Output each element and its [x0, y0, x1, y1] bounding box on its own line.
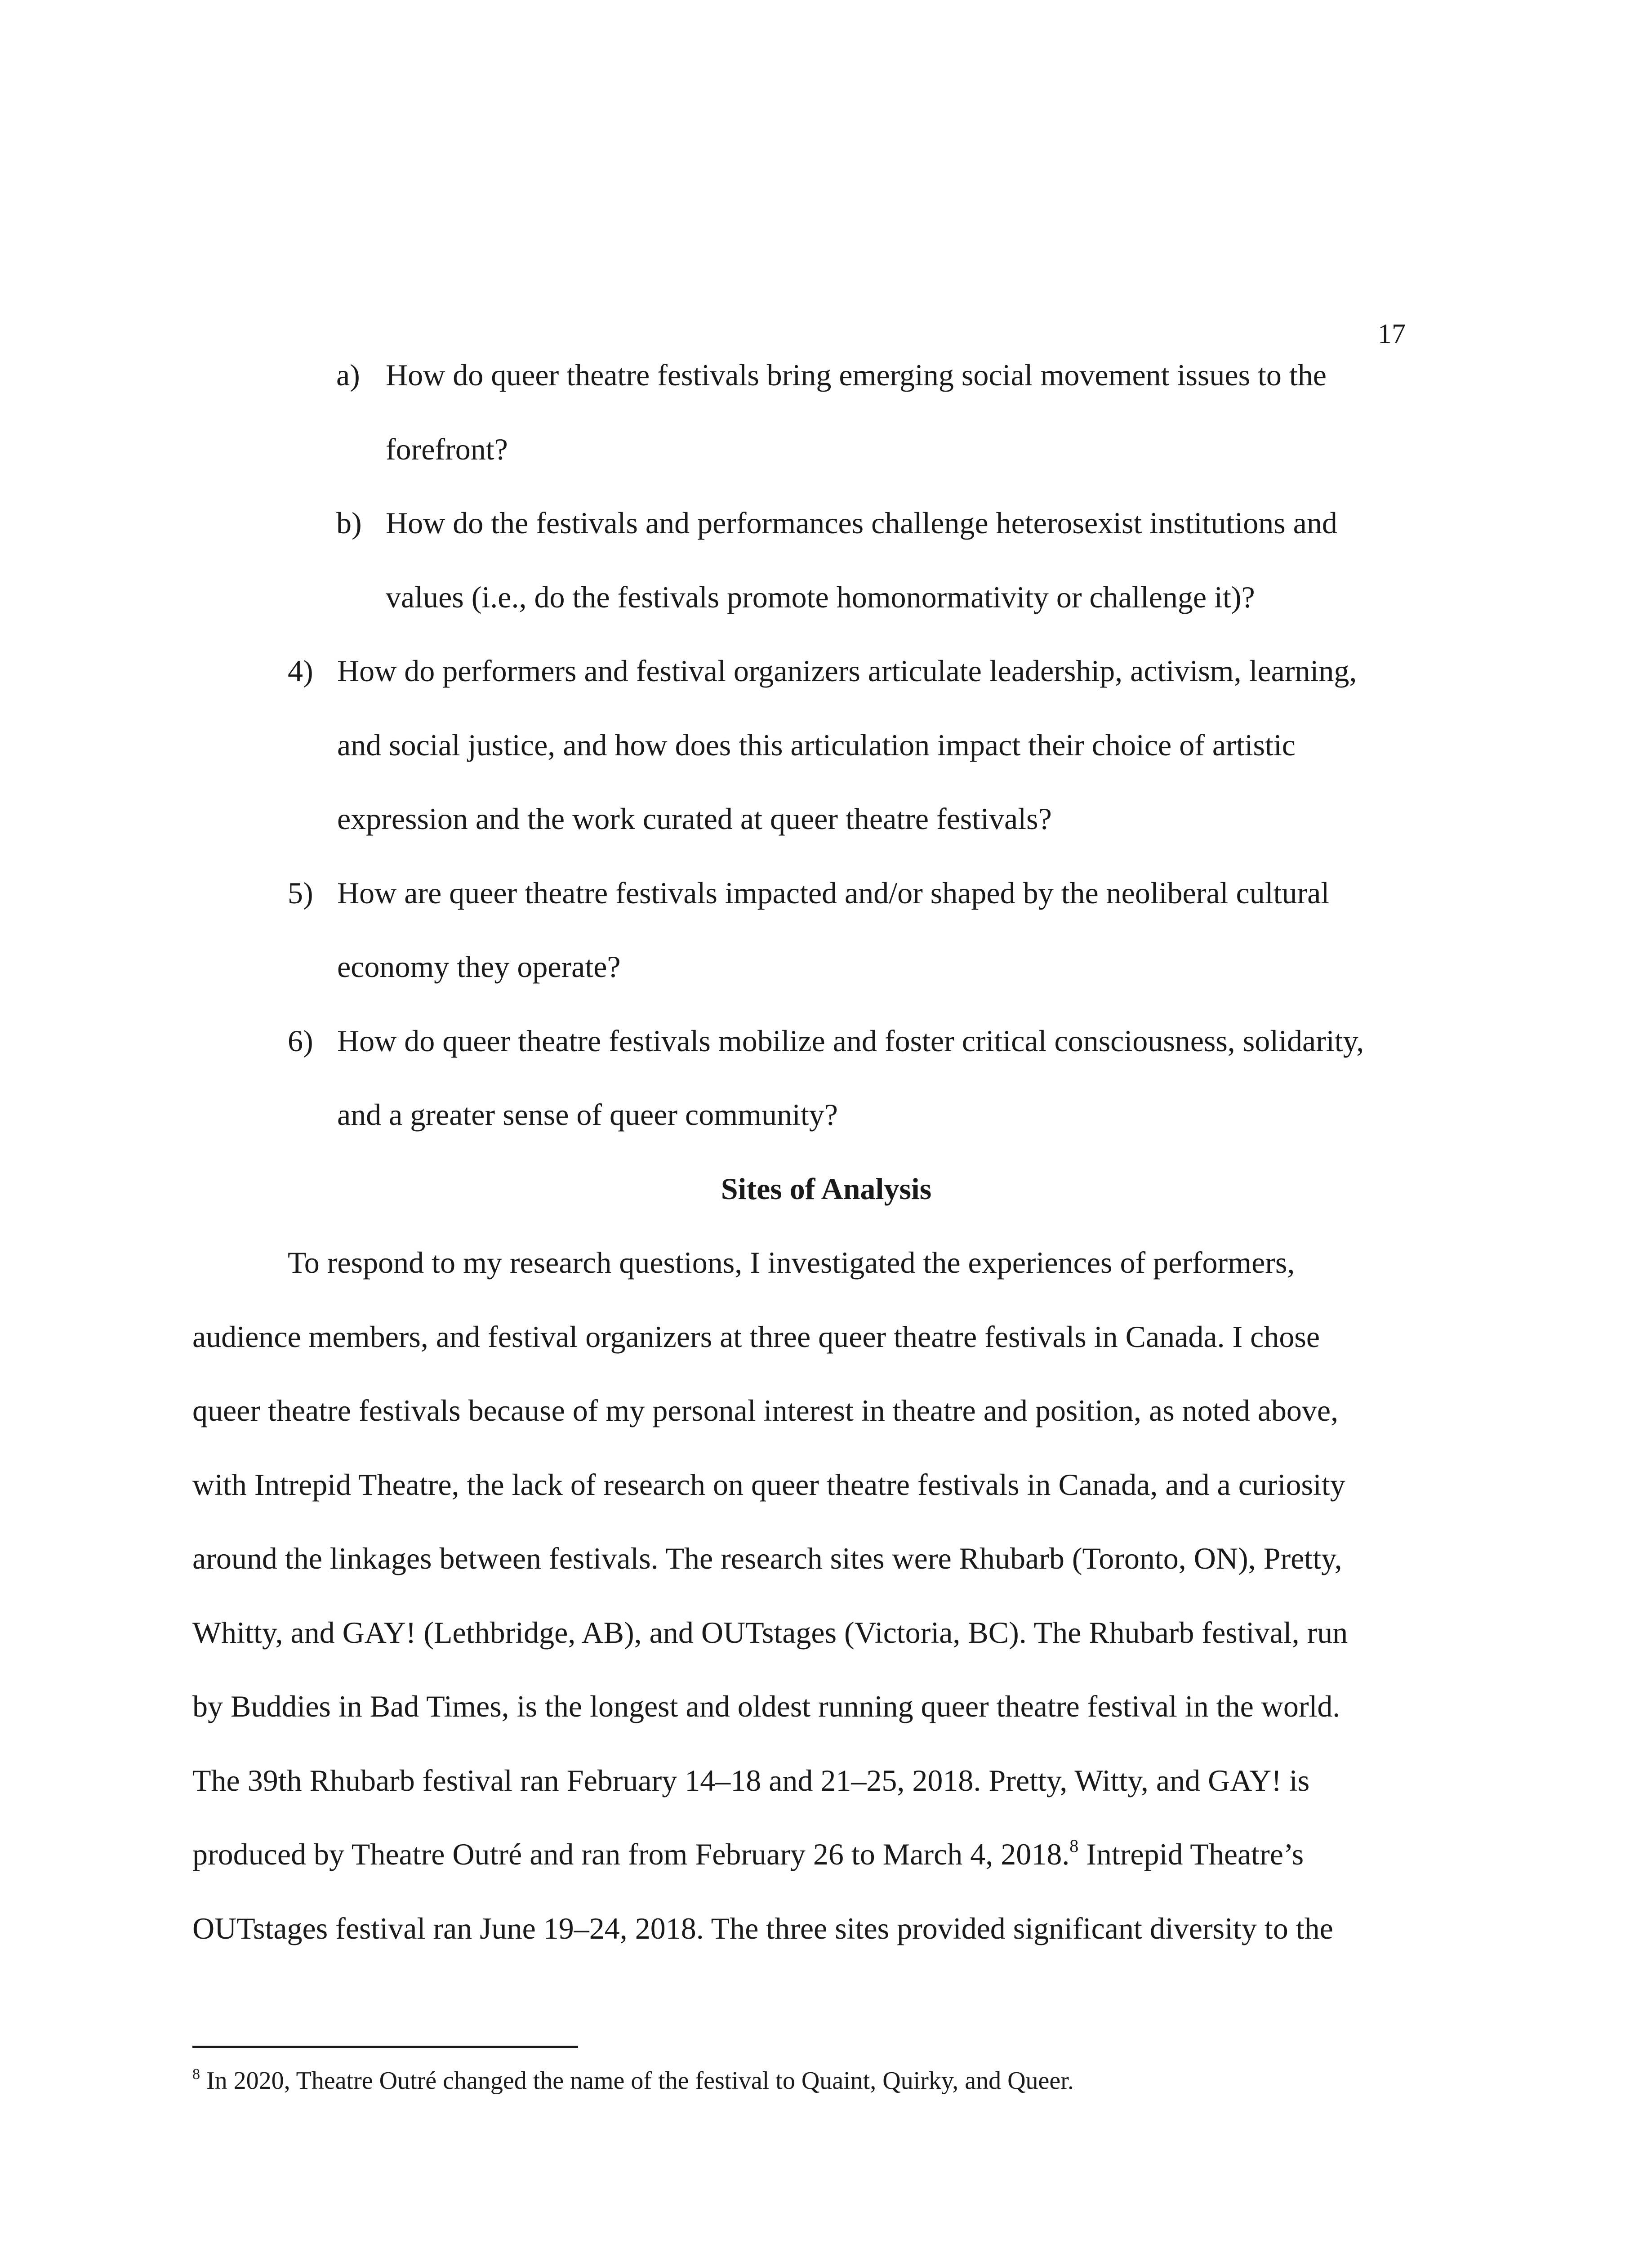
list-item-text: How are queer theatre festivals impacted and/or shaped by the neoliberal cultural — [337, 875, 1330, 910]
list-item-text: How do queer theatre festivals mobilize and foster critical consciousness, solidarity, — [337, 1023, 1364, 1058]
footnote-divider — [192, 2046, 578, 2048]
document-body — [192, 360, 1460, 1987]
paragraph-text: with Intrepid Theatre, the lack of research on queer theatre festivals in Canada, and a curiosity — [192, 1467, 1345, 1502]
footnote-reference[interactable]: 8 — [1069, 1836, 1079, 1856]
paragraph-text — [192, 1836, 1304, 1871]
paragraph-text: queer theatre festivals because of my personal interest in theatre and position, as noted above, — [192, 1393, 1339, 1427]
paragraph-line — [192, 1395, 1460, 1469]
list-item-text: economy they operate? — [337, 950, 621, 984]
list-marker: b) — [336, 506, 362, 540]
footnote — [192, 2068, 1074, 2093]
paragraph-text: OUTstages festival ran June 19–24, 2018. The three sites provided significant diversity to the — [192, 1911, 1333, 1945]
paragraph-line — [192, 1469, 1460, 1543]
paragraph-text: around the linkages between festivals. The research sites were Rhubarb (Toronto, ON), Pretty, — [192, 1541, 1342, 1575]
list-item-continuation — [192, 727, 1460, 804]
list-item — [192, 1023, 1460, 1100]
paragraph-line — [192, 1913, 1460, 1987]
section-heading: Sites of Analysis — [721, 1171, 932, 1206]
list-item-text: forefront? — [386, 432, 508, 466]
list-item-text: How do performers and festival organizers articulate leadership, activism, learning, — [337, 654, 1357, 688]
page-number: 17 — [1378, 319, 1406, 349]
list-marker: 6) — [288, 1023, 313, 1058]
list-item — [192, 875, 1460, 952]
paragraph-text: Whitty, and GAY! (Lethbridge, AB), and OUTstages (Victoria, BC). The Rhubarb festival, run — [192, 1615, 1348, 1650]
paragraph-text: by Buddies in Bad Times, is the longest and oldest running queer theatre festival in the world. — [192, 1689, 1340, 1723]
paragraph-line — [192, 1321, 1460, 1396]
paragraph-text: To respond to my research questions, I investigated the experiences of performers, — [288, 1245, 1295, 1280]
list-item — [192, 508, 1460, 582]
list-item-text: values (i.e., do the festivals promote homonormativity or challenge it)? — [386, 580, 1255, 614]
footnote-marker: 8 — [192, 2066, 200, 2083]
list-item-text: and a greater sense of queer community? — [337, 1097, 838, 1132]
list-item-continuation — [192, 434, 1460, 508]
list-item-continuation — [192, 951, 1460, 1026]
paragraph-line — [192, 1765, 1460, 1839]
paragraph-line — [192, 1247, 1460, 1321]
paragraph-text: The 39th Rhubarb festival ran February 14–18 and 21–25, 2018. Pretty, Witty, and GAY! is — [192, 1763, 1310, 1798]
list-item — [192, 360, 1460, 434]
list-item-continuation — [192, 1099, 1460, 1173]
list-item-text: How do queer theatre festivals bring emerging social movement issues to the — [386, 358, 1327, 392]
list-item — [192, 656, 1460, 730]
paragraph-text-before-ref: produced by Theatre Outré and ran from February 26 to March 4, 2018. — [192, 1837, 1070, 1871]
footnote-text: In 2020, Theatre Outré changed the name of the festival to Quaint, Quirky, and Queer. — [206, 2067, 1074, 2095]
list-item-text: How do the festivals and performances challenge heterosexist institutions and — [386, 506, 1337, 540]
list-item-text: and social justice, and how does this articulation impact their choice of artistic — [337, 727, 1296, 762]
list-marker: a) — [336, 358, 360, 392]
paragraph-line — [192, 1617, 1460, 1691]
list-marker: 5) — [288, 875, 313, 910]
paragraph-text-after-ref: Intrepid Theatre’s — [1086, 1837, 1304, 1871]
list-item-text: expression and the work curated at queer theatre festivals? — [337, 802, 1052, 836]
paragraph-line — [192, 1543, 1460, 1617]
paragraph-line — [192, 1691, 1460, 1765]
list-item-continuation — [192, 803, 1460, 878]
paragraph-line — [192, 1836, 1460, 1913]
list-marker: 4) — [288, 654, 313, 688]
paragraph-text: audience members, and festival organizers at three queer theatre festivals in Canada. I chose — [192, 1319, 1320, 1354]
list-item-continuation — [192, 582, 1460, 656]
